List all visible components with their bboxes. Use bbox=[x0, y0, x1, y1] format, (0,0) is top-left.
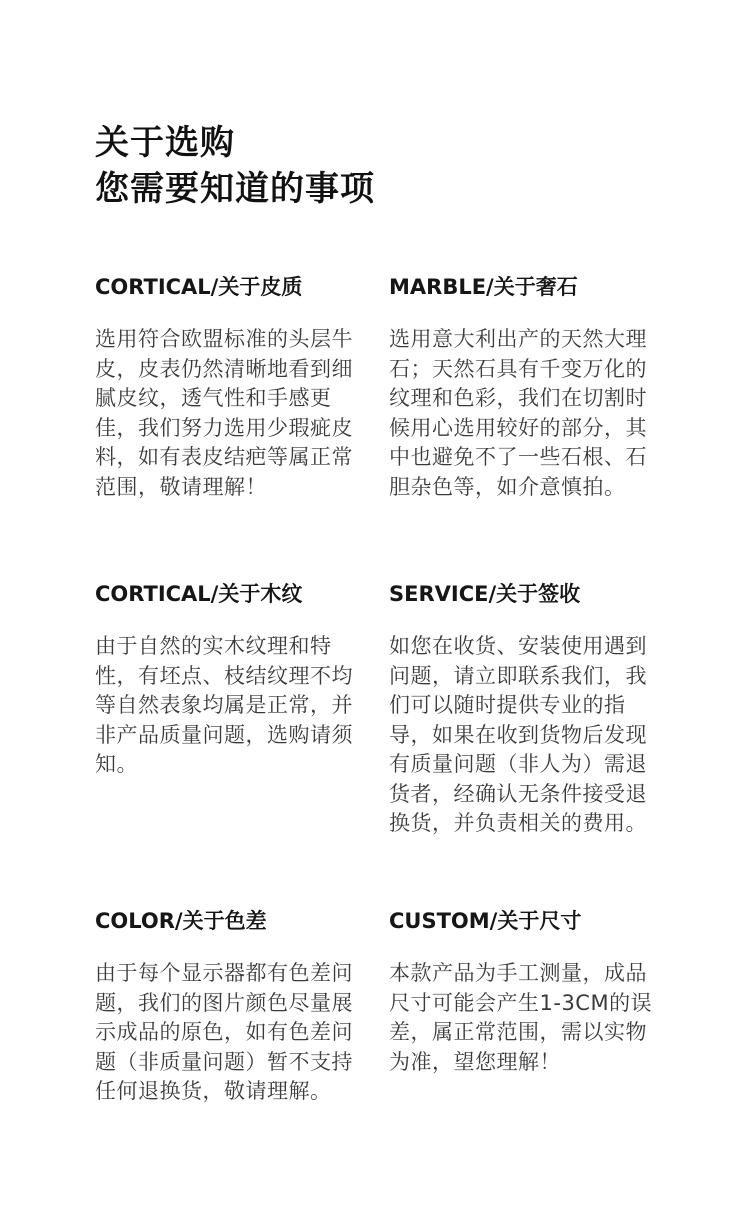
section-title: COLOR/关于色差 bbox=[95, 909, 267, 933]
section-marble bbox=[389, 273, 661, 502]
body-line: 货者，经确认无条件接受退 bbox=[389, 781, 647, 806]
body-line: 问题，请立即联系我们，我 bbox=[389, 663, 647, 688]
body-line: 导，如果在收到货物后发现 bbox=[389, 722, 647, 747]
section-title: CUSTOM/关于尺寸 bbox=[389, 909, 582, 933]
section-body bbox=[95, 632, 367, 780]
section-color bbox=[95, 907, 367, 1107]
body-line: 们可以随时提供专业的指 bbox=[389, 693, 626, 717]
section-cortical-wood bbox=[95, 580, 367, 780]
body-line: 性，有坯点、枝结纹理不均 bbox=[95, 663, 353, 688]
body-line: 知。 bbox=[95, 752, 138, 776]
body-line: 换货，并负责相关的费用。 bbox=[389, 811, 647, 835]
body-line: 选用意大利出产的天然大理 bbox=[389, 327, 647, 351]
section-body bbox=[389, 959, 661, 1077]
body-line: 候用心选用较好的部分，其 bbox=[389, 415, 647, 440]
section-body bbox=[389, 325, 661, 502]
body-line: 示成品的原色，如有色差问 bbox=[95, 1020, 353, 1044]
body-line: 纹理和色彩，我们在切割时 bbox=[389, 386, 647, 410]
page-heading bbox=[95, 120, 375, 212]
body-line: 石；天然石具有千变万化的 bbox=[389, 356, 647, 381]
body-line: 题，我们的图片颜色尽量展 bbox=[95, 990, 353, 1015]
body-line: 由于自然的实木纹理和特 bbox=[95, 634, 332, 658]
body-line: 胆杂色等，如介意慎拍。 bbox=[389, 474, 626, 499]
body-line: 尺寸可能会产生1-3CM的误 bbox=[389, 990, 653, 1015]
section-custom bbox=[389, 907, 661, 1077]
section-body bbox=[95, 325, 367, 502]
body-line: 选用符合欧盟标准的头层牛 bbox=[95, 327, 353, 351]
body-line: 中也避免不了一些石根、石 bbox=[389, 445, 647, 469]
section-cortical-leather bbox=[95, 273, 367, 502]
body-line: 范围，敬请理解！ bbox=[95, 474, 267, 499]
body-line: 皮，皮表仍然清晰地看到细 bbox=[95, 356, 353, 381]
section-title: CORTICAL/关于皮质 bbox=[95, 275, 303, 299]
heading-line-1: 关于选购 bbox=[95, 123, 235, 163]
section-service bbox=[389, 580, 661, 839]
section-body bbox=[95, 959, 367, 1107]
heading-line-2: 您需要知道的事项 bbox=[95, 169, 375, 209]
body-line: 有质量问题（非人为）需退 bbox=[389, 752, 647, 776]
body-line: 为准，望您理解！ bbox=[389, 1049, 561, 1074]
body-line: 料，如有表皮结疤等属正常 bbox=[95, 445, 353, 469]
body-line: 任何退换货，敬请理解。 bbox=[95, 1079, 332, 1103]
body-line: 本款产品为手工测量，成品 bbox=[389, 961, 647, 985]
section-title: CORTICAL/关于木纹 bbox=[95, 582, 303, 606]
body-line: 腻皮纹，透气性和手感更 bbox=[95, 386, 332, 410]
body-line: 等自然表象均属是正常，并 bbox=[95, 693, 353, 717]
body-line: 由于每个显示器都有色差问 bbox=[95, 961, 353, 985]
body-line: 佳，我们努力选用少瑕疵皮 bbox=[95, 415, 353, 440]
body-line: 差，属正常范围，需以实物 bbox=[389, 1020, 647, 1044]
section-title: MARBLE/关于奢石 bbox=[389, 275, 578, 299]
section-body bbox=[389, 632, 661, 839]
body-line: 非产品质量问题，选购请须 bbox=[95, 722, 353, 747]
section-title: SERVICE/关于签收 bbox=[389, 582, 581, 606]
body-line: 如您在收货、安装使用遇到 bbox=[389, 634, 647, 658]
body-line: 题（非质量问题）暂不支持 bbox=[95, 1049, 353, 1074]
